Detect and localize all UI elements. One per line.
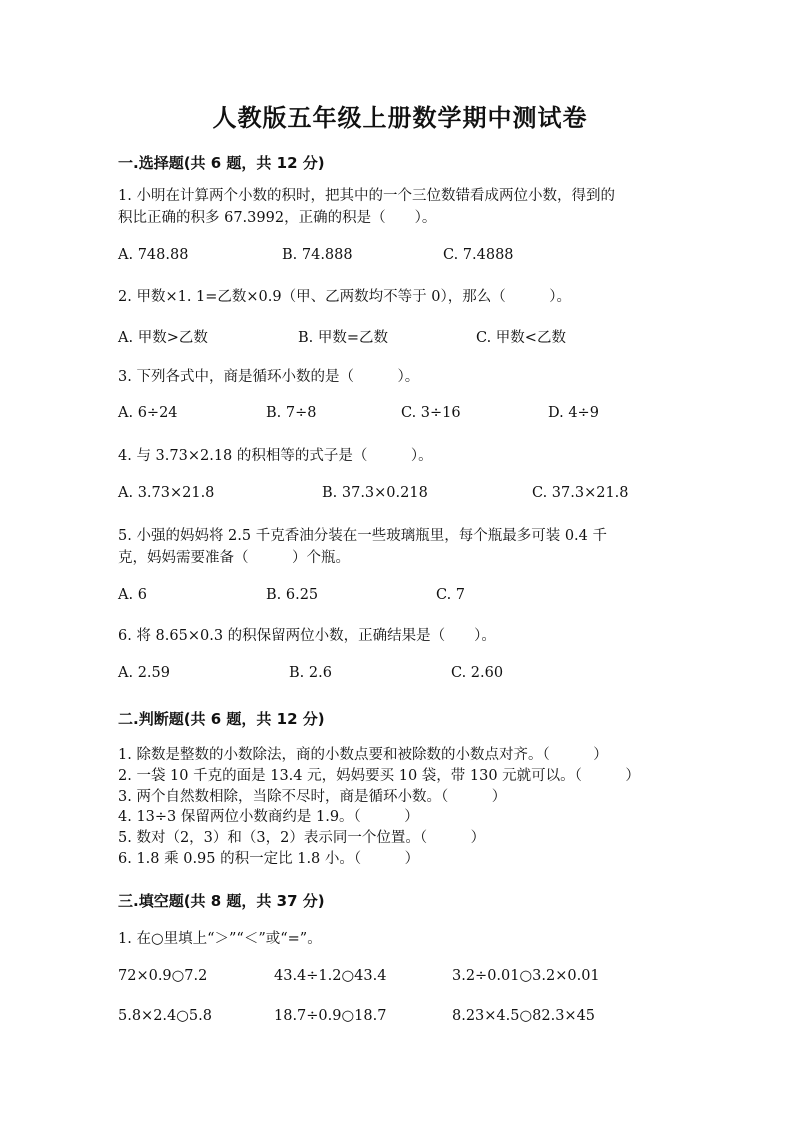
option-b: B. 6.25: [266, 587, 319, 603]
comparison-row-1: [118, 968, 718, 990]
comparison-row-2: [118, 1008, 718, 1030]
option-a: A. 2.59: [118, 665, 170, 681]
question-3-options: [118, 405, 718, 427]
option-c: C. 7.4888: [443, 247, 514, 263]
question-5: [118, 525, 678, 569]
question-5-line-2: 克，妈妈需要准备（ ）个瓶。: [118, 550, 350, 566]
option-c: C. 37.3×21.8: [532, 485, 629, 501]
question-4-options: [118, 485, 718, 507]
section-heading-true-false: 二.判断题(共 6 题，共 12 分): [118, 710, 325, 728]
section-heading-fill-in: 三.填空题(共 8 题，共 37 分): [118, 892, 325, 910]
option-b: B. 74.888: [282, 247, 353, 263]
option-a: A. 3.73×21.8: [118, 485, 215, 501]
true-false-item-6: 6. 1.8 乘 0.95 的积一定比 1.8 小。（ ）: [118, 850, 420, 867]
comparison-item: 5.8×2.4○5.8: [118, 1008, 212, 1024]
true-false-item-5: 5. 数对（2，3）和（3，2）表示同一个位置。（ ）: [118, 830, 486, 847]
comparison-item: 3.2÷0.01○3.2×0.01: [452, 968, 600, 984]
question-6: 6. 将 8.65×0.3 的积保留两位小数，正确结果是（ ）。: [118, 628, 496, 644]
page-title: 人教版五年级上册数学期中测试卷: [212, 103, 588, 132]
option-b: B. 37.3×0.218: [322, 485, 428, 501]
option-a: A. 6: [118, 587, 147, 603]
true-false-item-1: 1. 除数是整数的小数除法，商的小数点要和被除数的小数点对齐。（ ）: [118, 747, 608, 763]
comparison-item: 43.4÷1.2○43.4: [274, 968, 387, 984]
true-false-item-4: 4. 13÷3 保留两位小数商约是 1.9。（ ）: [118, 809, 419, 826]
option-d: D. 4÷9: [548, 405, 599, 421]
question-1: [118, 185, 678, 229]
fill-question-1: 1. 在○里填上“＞”“＜”或“=”。: [118, 931, 322, 947]
question-6-options: [118, 665, 718, 687]
option-a: A. 748.88: [118, 247, 189, 263]
question-2-options: [118, 326, 718, 348]
comparison-item: 72×0.9○7.2: [118, 968, 208, 984]
option-c: C. 3÷16: [401, 405, 461, 421]
comparison-item: 8.23×4.5○82.3×45: [452, 1008, 596, 1024]
option-c: C. 甲数<乙数: [476, 330, 566, 346]
option-b: B. 2.6: [289, 665, 332, 681]
question-4: 4. 与 3.73×2.18 的积相等的式子是（ ）。: [118, 448, 433, 464]
question-3: 3. 下列各式中，商是循环小数的是（ ）。: [118, 369, 420, 385]
question-1-line-2: 积比正确的积多 67.3992，正确的积是（ ）。: [118, 210, 437, 226]
question-5-line-1: 5. 小强的妈妈将 2.5 千克香油分装在一些玻璃瓶里，每个瓶最多可装 0.4 千: [118, 528, 607, 544]
option-b: B. 7÷8: [266, 405, 317, 421]
option-a: A. 6÷24: [118, 405, 178, 421]
true-false-item-2: 2. 一袋 10 千克的面是 13.4 元，妈妈要买 10 袋，带 130 元就可以。（ ）: [118, 767, 640, 784]
question-1-line-1: 1. 小明在计算两个小数的积时，把其中的一个三位数错看成两位小数，得到的: [118, 188, 615, 204]
option-a: A. 甲数>乙数: [118, 330, 208, 346]
question-1-options: [118, 247, 718, 269]
comparison-item: 18.7÷0.9○18.7: [274, 1008, 387, 1024]
true-false-item-3: 3. 两个自然数相除，当除不尽时，商是循环小数。（ ）: [118, 788, 507, 805]
section-heading-multiple-choice: 一.选择题(共 6 题，共 12 分): [118, 154, 325, 172]
question-5-options: [118, 587, 718, 609]
question-2: 2. 甲数×1. 1=乙数×0.9（甲、乙两数均不等于 0），那么（ ）。: [118, 289, 571, 305]
option-b: B. 甲数=乙数: [298, 330, 389, 346]
option-c: C. 2.60: [451, 665, 504, 681]
option-c: C. 7: [436, 587, 466, 603]
true-false-list: [118, 745, 718, 870]
